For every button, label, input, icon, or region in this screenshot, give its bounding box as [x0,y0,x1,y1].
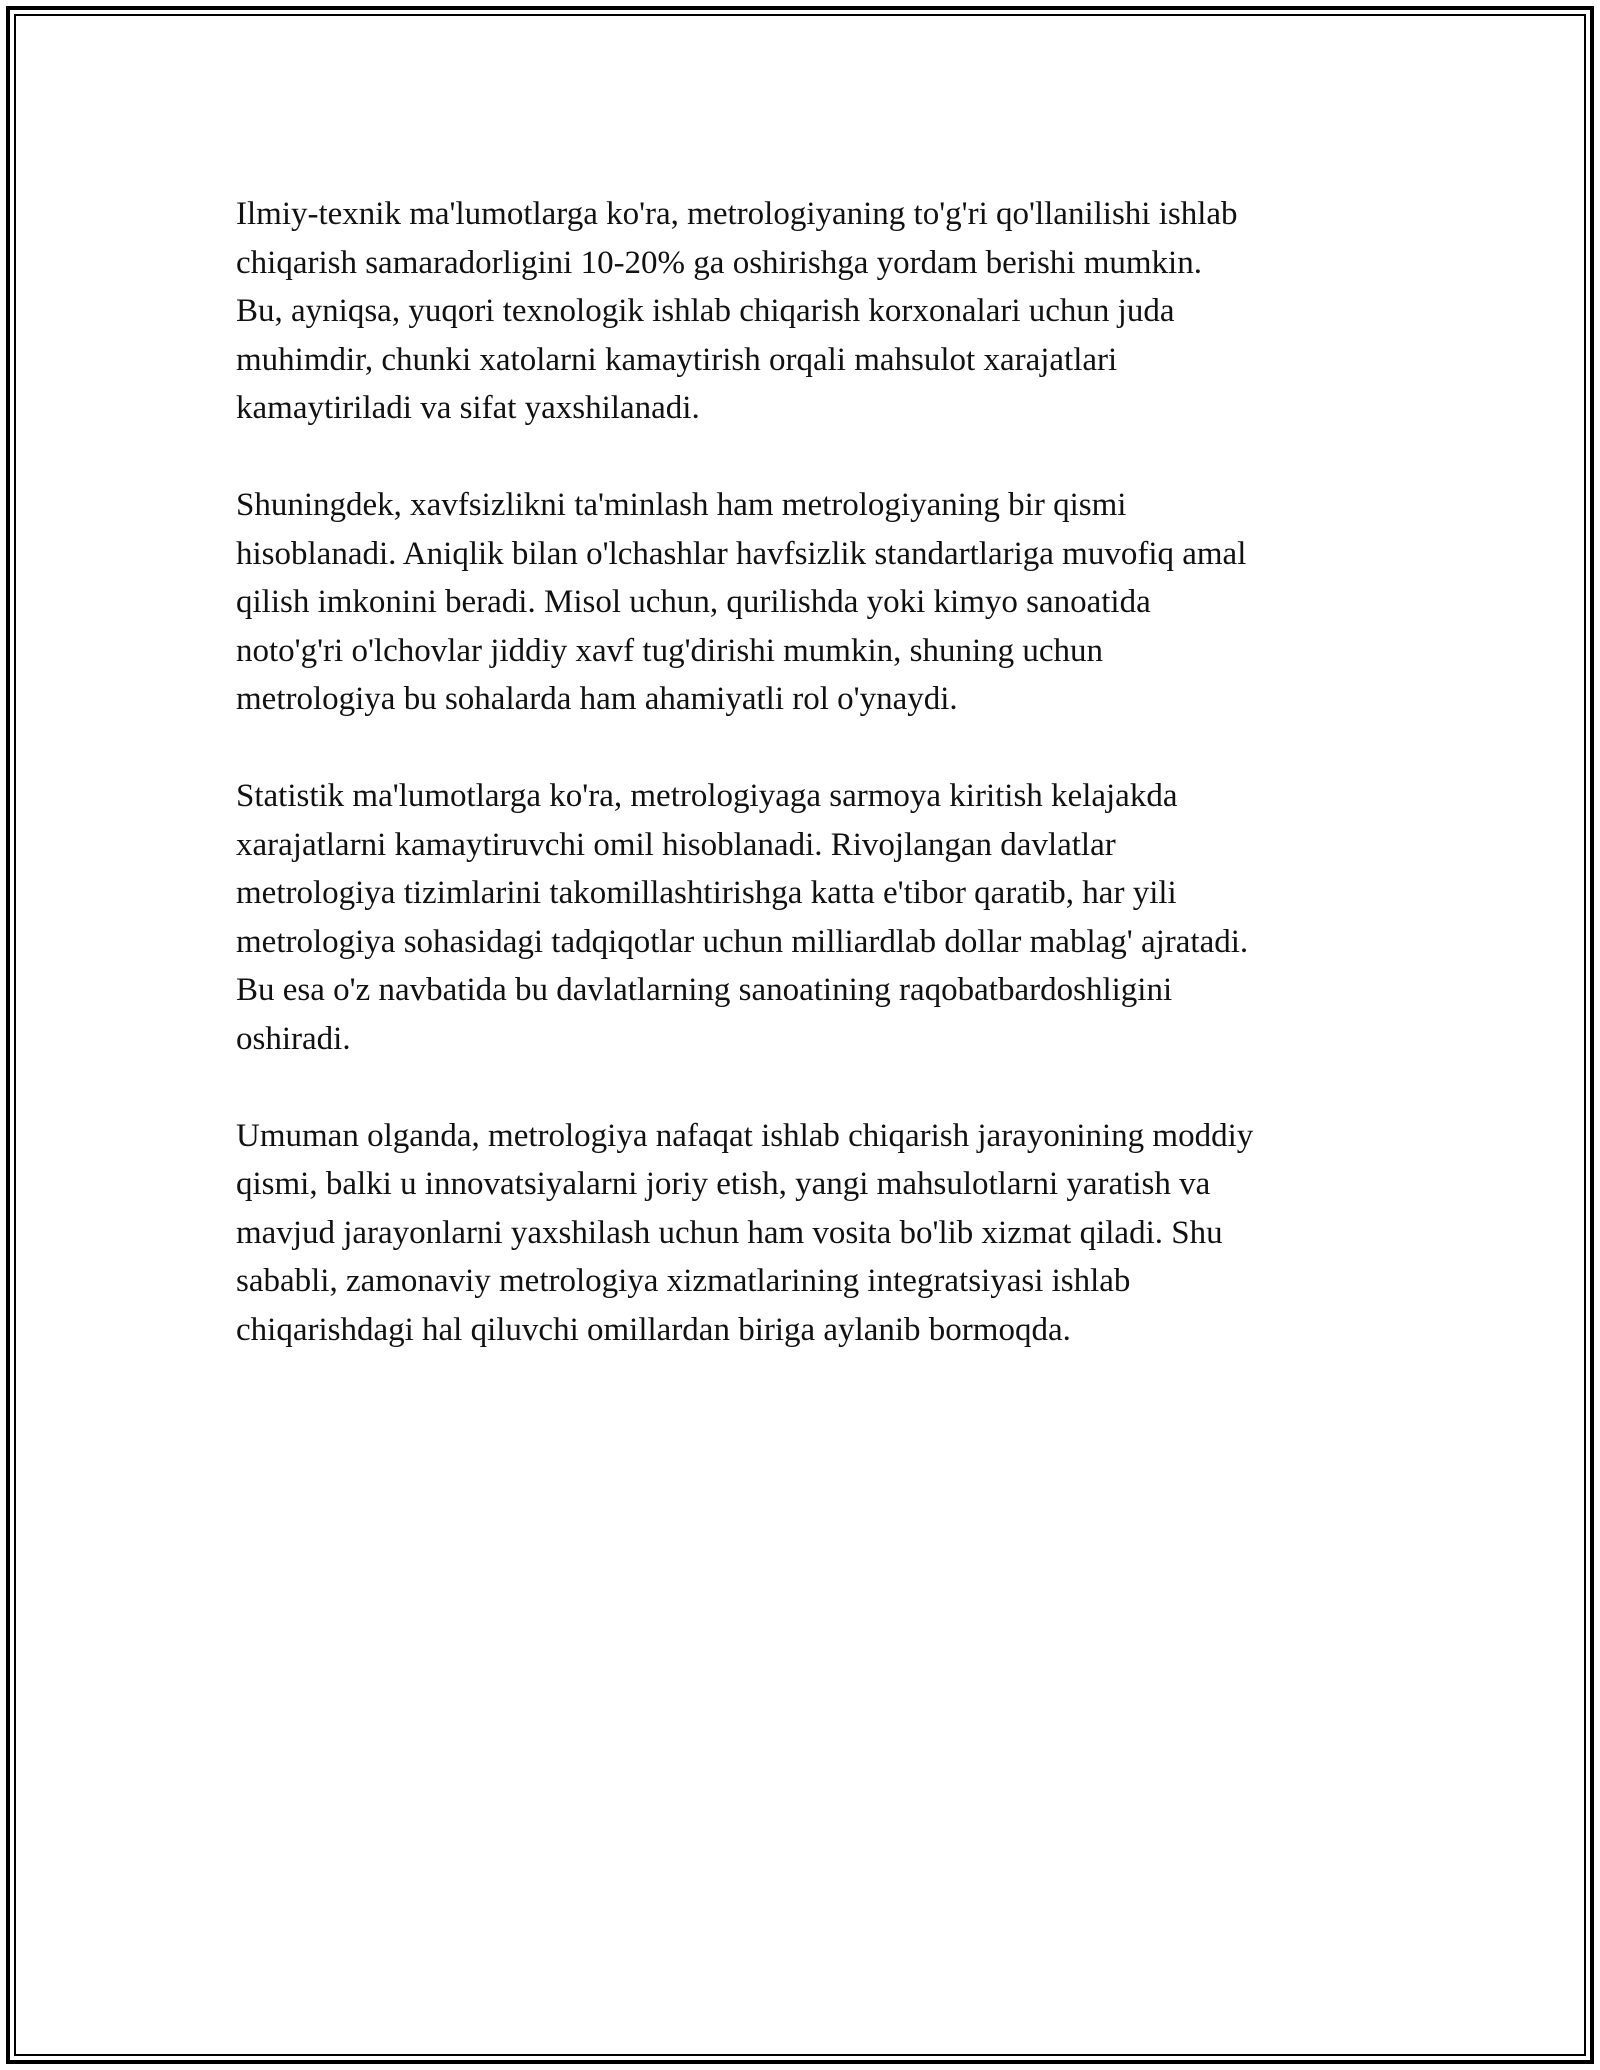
document-body [236,190,1386,1403]
paragraph-2: Shuningdek, xavfsizlikni ta'minlash ham metrologiyaning bir qismi hisoblanadi. Aniqlik bilan o'lchashlar havfsizlik standartlariga muvofiq amal qilish imkonini beradi. Misol uchun, qurilishda yoki kimyo sanoatida noto'g'ri o'lchovlar jiddiy xavf tug'dirishi mumkin, shuning uchun metrologiya bu sohalarda ham ahamiyatli rol o'ynaydi. [236,487,1247,717]
paragraph-1: Ilmiy-texnik ma'lumotlarga ko'ra, metrologiyaning to'g'ri qo'llanilishi ishlab chiqarish samaradorligini 10-20% ga oshirishga yordam berishi mumkin. Bu, ayniqsa, yuqori texnologik ishlab chiqarish korxonalari uchun juda muhimdir, chunki xatolarni kamaytirish orqali mahsulot xarajatlari kamaytiriladi va sifat yaxshilanadi. [236,196,1238,426]
paragraph-4: Umuman olganda, metrologiya nafaqat ishlab chiqarish jarayonining moddiy qismi, balki u innovatsiyalarni joriy etish, yangi mahsulotlarni yaratish va mavjud jarayonlarni yaxshilash uchun ham vosita bo'lib xizmat qiladi. Shu sababli, zamonaviy metrologiya xizmatlarining integratsiyasi ishlab chiqarishdagi hal qiluvchi omillardan biriga aylanib bormoqda. [236,1117,1254,1348]
paragraph-3: Statistik ma'lumotlarga ko'ra, metrologiyaga sarmoya kiritish kelajakda xarajatlarni kamaytiruvchi omil hisoblanadi. Rivojlangan davlatlar metrologiya tizimlarini takomillashtirishga katta e'tibor qaratib, har yili metrologiya sohasidagi tadqiqotlar uchun milliardlab dollar mablag' ajratadi. Bu esa o'z navbatida bu davlatlarning sanoatining raqobatbardoshligini oshiradi. [236,778,1249,1057]
